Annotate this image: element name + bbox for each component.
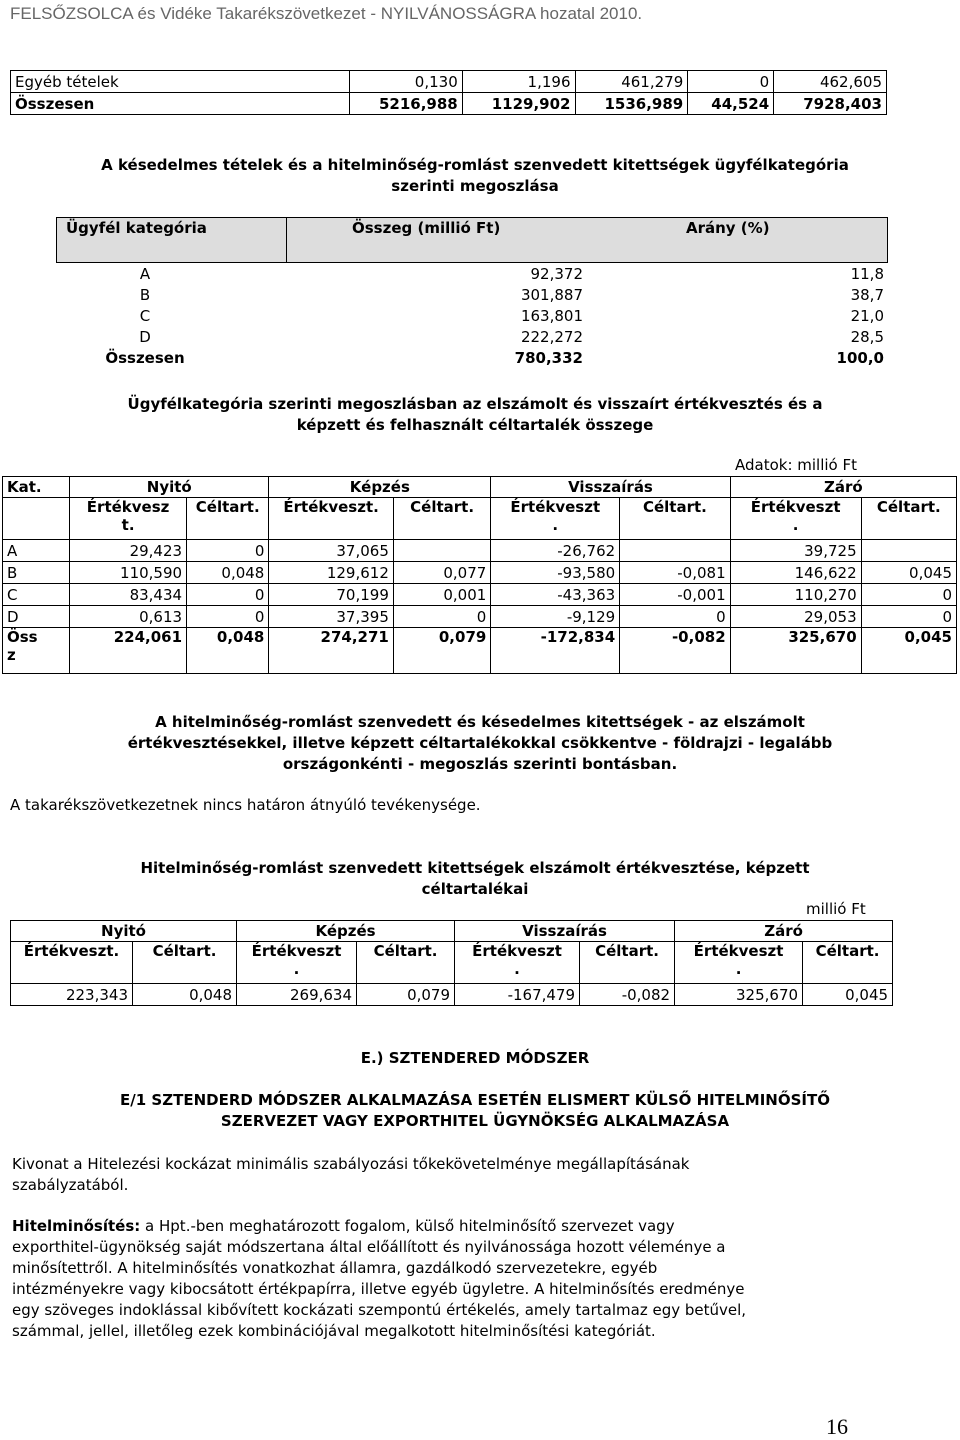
section5-subheading	[10, 1090, 940, 1132]
table-row	[56, 305, 888, 326]
col-header-zaro: Záró	[730, 477, 956, 498]
sub-header: Céltart.	[393, 498, 490, 540]
cell: 44,524	[688, 93, 774, 115]
group-header-row	[3, 477, 957, 498]
title-line: Hitelminőség-romlást szenvedett kitettségek elszámolt értékvesztése, képzett	[140, 859, 810, 877]
top-table	[10, 70, 887, 115]
definition-text	[12, 1216, 876, 1342]
col-header-nyito: Nyitó	[70, 477, 269, 498]
table-row	[3, 606, 957, 628]
title-line: E/1 SZTENDERD MÓDSZER ALKALMAZÁSA ESETÉN ELISMERT KÜLSŐ HITELMINŐSÍTŐ	[120, 1091, 830, 1109]
table-row	[56, 284, 888, 305]
cell: 0,048	[187, 628, 269, 674]
cell: C	[139, 306, 151, 325]
cell	[393, 540, 490, 562]
row-label: Összesen	[11, 93, 350, 115]
document-header: FELSŐZSOLCA és Vidéke Takarékszövetkezet - NYILVÁNOSSÁGRA hozatal 2010.	[10, 4, 643, 23]
cell: 28,5	[850, 327, 884, 346]
table-row	[56, 347, 888, 368]
sub-header: Értékveszt .	[237, 942, 357, 984]
cell: -0,082	[580, 984, 675, 1006]
cell: 100,0	[836, 348, 884, 367]
cell: 269,634	[237, 984, 357, 1006]
cell: B	[139, 285, 151, 304]
text-line: minősítettről. A hitelminősítés vonatkozhat államra, gazdálkodó szervezetekre, egyéb	[12, 1259, 658, 1277]
section5-heading: E.) SZTENDERED MÓDSZER	[360, 1049, 590, 1067]
sub-header: Értékveszt.	[11, 942, 133, 984]
title-line: szerinti megoszlása	[391, 177, 559, 195]
title-line: A késedelmes tételek és a hitelminőség-romlást szenvedett kitettségek ügyfélkategória	[101, 156, 849, 174]
cell: 0	[187, 584, 269, 606]
cell: 461,279	[575, 71, 688, 93]
sub-header: Értékveszt.	[269, 498, 394, 540]
sub-header-row	[11, 942, 893, 984]
cell: 7928,403	[774, 93, 887, 115]
title-line: értékvesztésekkel, illetve képzett céltartalékokkal csökkentve - földrajzi - legalább	[127, 734, 833, 752]
sub-header: Értékveszt .	[730, 498, 861, 540]
cell: 38,7	[850, 285, 884, 304]
table-row	[11, 71, 887, 93]
cell: Öss z	[3, 628, 70, 674]
cell: 0,130	[350, 71, 463, 93]
text-line: szabályzatából.	[12, 1176, 129, 1194]
table-row	[56, 326, 888, 347]
text-line: exporthitel-ügynökség saját módszertana által előállított és nyilvánossága hozott véleménye a	[12, 1238, 726, 1256]
cell: 0,077	[393, 562, 490, 584]
cell: -0,081	[620, 562, 730, 584]
cell: -26,762	[491, 540, 620, 562]
cell: 325,670	[730, 628, 861, 674]
table-row	[3, 540, 957, 562]
sub-header: Céltart.	[803, 942, 893, 984]
cell: 21,0	[850, 306, 884, 325]
cell: 1129,902	[462, 93, 575, 115]
section3-text: A takarékszövetkezetnek nincs határon átnyúló tevékenysége.	[10, 796, 481, 814]
cell: 5216,988	[350, 93, 463, 115]
cell: 0	[861, 584, 956, 606]
divider	[286, 217, 287, 263]
cell: -167,479	[455, 984, 580, 1006]
cell: 163,801	[520, 306, 583, 325]
text-span: a Hpt.-ben meghatározott fogalom, külső hitelminősítő szervezet vagy	[140, 1217, 675, 1235]
text-line	[12, 1216, 876, 1237]
table-row	[11, 93, 887, 115]
cell: 0	[861, 606, 956, 628]
cell: D	[3, 606, 70, 628]
table-row	[3, 584, 957, 606]
cell: 92,372	[530, 264, 583, 283]
cell: C	[3, 584, 70, 606]
cell: 222,272	[520, 327, 583, 346]
cell: A	[3, 540, 70, 562]
col-header-visszairas: Visszaírás	[491, 477, 730, 498]
cell: 29,053	[730, 606, 861, 628]
cell: 301,887	[520, 285, 583, 304]
title-line: országonkénti - megoszlás szerinti bontásban.	[282, 755, 678, 773]
col-header-kat: Kat.	[3, 477, 70, 498]
cell: 462,605	[774, 71, 887, 93]
sub-header: Értékveszt .	[491, 498, 620, 540]
cell: 0,048	[187, 562, 269, 584]
cell: 0,048	[133, 984, 237, 1006]
kivonat-text	[12, 1154, 690, 1196]
title-line: képzett és felhasznált céltartalék összege	[296, 416, 654, 434]
title-line: SZERVEZET VAGY EXPORTHITEL ÜGYNÖKSÉG ALKALMAZÁSA	[220, 1112, 730, 1130]
sub-header: Céltart.	[861, 498, 956, 540]
unit-label: millió Ft	[806, 900, 866, 918]
col-header-ratio: Arány (%)	[686, 219, 770, 237]
cell: -0,001	[620, 584, 730, 606]
cell: 780,332	[514, 348, 583, 367]
sub-header: Céltart.	[187, 498, 269, 540]
cell: 274,271	[269, 628, 394, 674]
total-row	[3, 628, 957, 674]
impairment-table	[2, 476, 957, 674]
sub-header: Értékveszt .	[675, 942, 803, 984]
sub-header: Céltart.	[620, 498, 730, 540]
cell: 110,590	[70, 562, 187, 584]
title-line: A hitelminőség-romlást szenvedett és késedelmes kitettségek - az elszámolt	[155, 713, 805, 731]
cell: -172,834	[491, 628, 620, 674]
section3-title	[10, 712, 950, 775]
col-header-category: Ügyfél kategória	[66, 219, 207, 237]
cell: 37,065	[269, 540, 394, 562]
cell: 325,670	[675, 984, 803, 1006]
col-header-zaro: Záró	[675, 921, 893, 942]
col-header-amount: Összeg (millió Ft)	[352, 219, 501, 237]
unit-label: Adatok: millió Ft	[735, 456, 858, 474]
text-line: intézményekre vagy kibocsátott értékpapírra, illetve egyéb ügyletre. A hitelminősítés eredménye	[12, 1280, 745, 1298]
cell: 110,270	[730, 584, 861, 606]
cell: -0,082	[620, 628, 730, 674]
text-line: számmal, jellel, illetőleg ezek kombinációjával megalkotott hitelminősítési kategóriát.	[12, 1322, 656, 1340]
section1-title	[10, 155, 940, 197]
table-row	[3, 562, 957, 584]
cell: -9,129	[491, 606, 620, 628]
cell: 70,199	[269, 584, 394, 606]
sub-header: Céltart.	[133, 942, 237, 984]
cell: 0,079	[393, 628, 490, 674]
text-line: Kivonat a Hitelezési kockázat minimális szabályozási tőkekövetelménye megállapításának	[12, 1155, 690, 1173]
col-header-nyito: Nyitó	[11, 921, 237, 942]
cell: 0,079	[357, 984, 455, 1006]
cell: 0	[187, 606, 269, 628]
sub-header: Céltart.	[580, 942, 675, 984]
cell	[3, 498, 70, 540]
sub-header: Céltart.	[357, 942, 455, 984]
table-row	[56, 263, 888, 284]
cell	[861, 540, 956, 562]
col-header-kepzes: Képzés	[269, 477, 491, 498]
cell: 37,395	[269, 606, 394, 628]
cell: 1536,989	[575, 93, 688, 115]
cell: 0,045	[861, 628, 956, 674]
row-label: Egyéb tételek	[11, 71, 350, 93]
section4-title	[10, 858, 940, 900]
col-header-visszairas: Visszaírás	[455, 921, 675, 942]
title-line: céltartalékai	[421, 880, 529, 898]
cell	[620, 540, 730, 562]
section2-title	[10, 394, 940, 436]
category-table	[56, 263, 888, 368]
group-header-row	[11, 921, 893, 942]
cell: B	[3, 562, 70, 584]
sub-header: Értékvesz t.	[70, 498, 187, 540]
cell: A	[139, 264, 151, 283]
cell: 223,343	[11, 984, 133, 1006]
sub-header-row	[3, 498, 957, 540]
cell: D	[139, 327, 151, 346]
cell: 11,8	[850, 264, 884, 283]
text-line: egy szöveges indoklással kibővített kockázati szempontú értékelés, amely tartalmaz egy betűvel,	[12, 1301, 747, 1319]
cell: 39,725	[730, 540, 861, 562]
cell: 129,612	[269, 562, 394, 584]
cell: -43,363	[491, 584, 620, 606]
cell: 29,423	[70, 540, 187, 562]
cell: 0	[187, 540, 269, 562]
cell: 0	[393, 606, 490, 628]
cell: 0,613	[70, 606, 187, 628]
table-row	[11, 984, 893, 1006]
cell: -93,580	[491, 562, 620, 584]
impairment-summary-table	[10, 920, 893, 1006]
cell: Összesen	[105, 348, 185, 367]
page-number: 16	[826, 1414, 848, 1439]
cell: 0	[688, 71, 774, 93]
col-header-kepzes: Képzés	[237, 921, 455, 942]
sub-header: Értékveszt .	[455, 942, 580, 984]
cell: 146,622	[730, 562, 861, 584]
cell: 1,196	[462, 71, 575, 93]
cell: 83,434	[70, 584, 187, 606]
cell: 224,061	[70, 628, 187, 674]
cell: 0,001	[393, 584, 490, 606]
definition-term: Hitelminősítés:	[12, 1217, 141, 1235]
title-line: Ügyfélkategória szerinti megoszlásban az elszámolt és visszaírt értékvesztés és a	[127, 395, 823, 413]
cell: 0	[620, 606, 730, 628]
cell: 0,045	[861, 562, 956, 584]
cell: 0,045	[803, 984, 893, 1006]
